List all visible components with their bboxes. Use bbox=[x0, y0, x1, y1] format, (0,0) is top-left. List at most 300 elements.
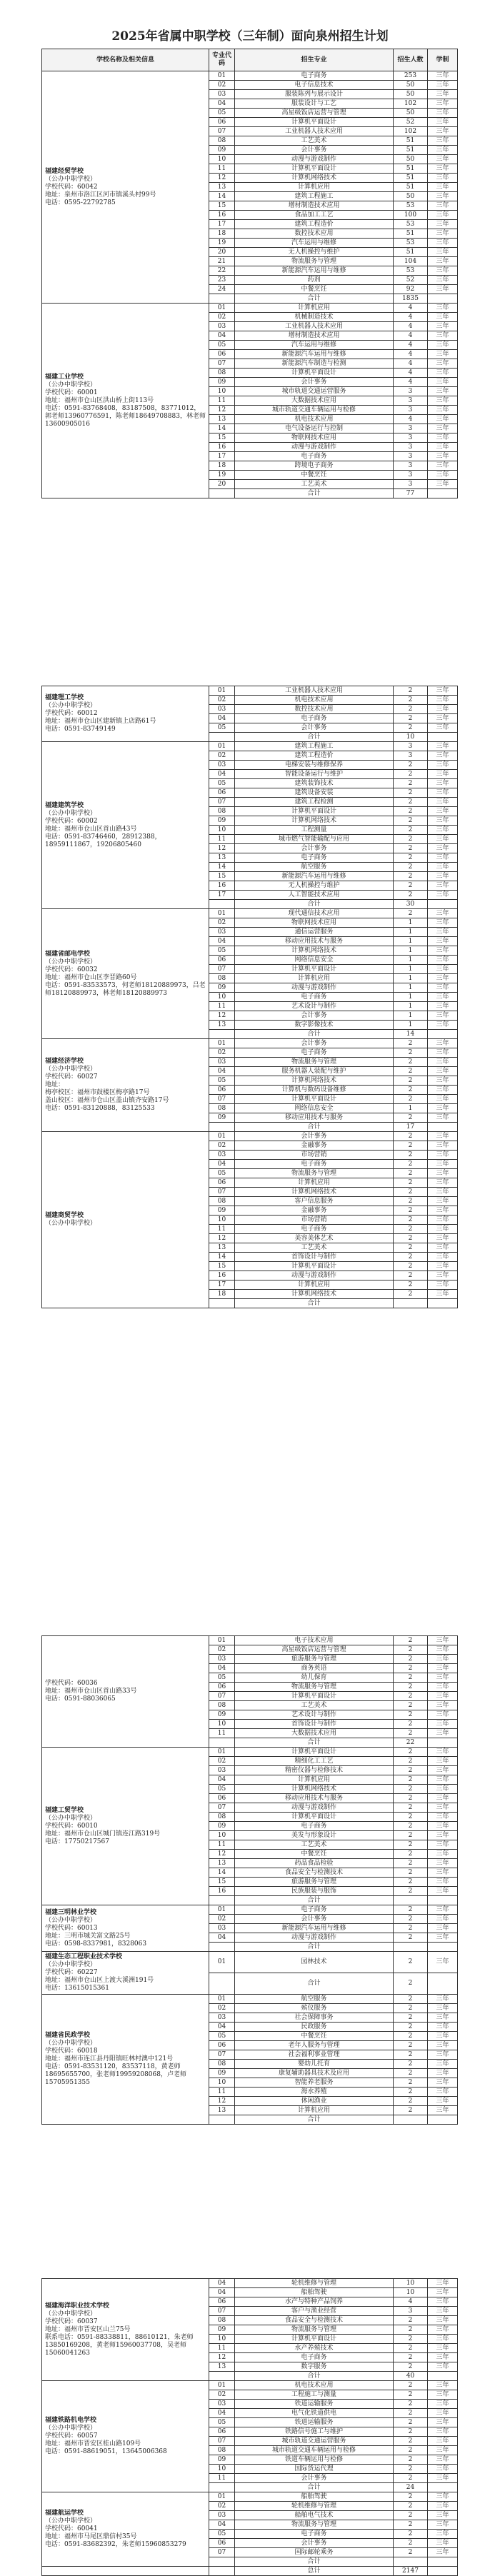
enrollment-count: 2 bbox=[394, 881, 428, 891]
program-name: 城市轨道交通车辆运用与检修 bbox=[235, 406, 394, 415]
program-name: 物流服务与管理 bbox=[235, 257, 394, 266]
duration: 三年 bbox=[428, 1850, 458, 1859]
duration: 三年 bbox=[428, 424, 458, 433]
program-name: 老年人服务与管理 bbox=[235, 2041, 394, 2050]
duration: 三年 bbox=[428, 1757, 458, 1766]
enrollment-count: 2 bbox=[394, 1178, 428, 1188]
program-name: 铁路信号施工与维护 bbox=[235, 2427, 394, 2437]
duration: 三年 bbox=[428, 1086, 458, 1095]
duration: 三年 bbox=[428, 956, 458, 965]
duration: 三年 bbox=[428, 909, 458, 918]
duration: 三年 bbox=[428, 1645, 458, 1655]
subtotal-value: 2 bbox=[394, 1973, 428, 1995]
school-info-cell bbox=[42, 2492, 209, 2567]
program-name: 物流服务与管理 bbox=[235, 1169, 394, 1178]
enrollment-count: 4 bbox=[394, 350, 428, 359]
duration: 三年 bbox=[428, 2474, 458, 2483]
table-row bbox=[42, 909, 458, 918]
program-name: 电子商务 bbox=[235, 1905, 394, 1915]
program-code: 05 bbox=[209, 1169, 235, 1178]
program-name: 动漫与游戏制作 bbox=[235, 1933, 394, 1943]
program-name: 电子商务 bbox=[235, 993, 394, 1002]
program-name: 铁道车辆运用与检修 bbox=[235, 2455, 394, 2465]
program-name: 电子商务 bbox=[235, 71, 394, 81]
program-name: 国际邮轮乘务 bbox=[235, 2548, 394, 2557]
enrollment-count: 2 bbox=[394, 1039, 428, 1048]
program-name: 新能源汽车运用与维修 bbox=[235, 350, 394, 359]
program-code: 01 bbox=[209, 1748, 235, 1757]
subtotal-code bbox=[209, 1896, 235, 1905]
program-code: 07 bbox=[209, 1095, 235, 1104]
duration: 三年 bbox=[428, 1076, 458, 1086]
program-code: 14 bbox=[209, 1868, 235, 1878]
program-name: 首饰设计与制作 bbox=[235, 1253, 394, 1262]
program-name: 金融事务 bbox=[235, 1206, 394, 1216]
enrollment-count: 2 bbox=[394, 1995, 428, 2004]
program-code: 21 bbox=[209, 257, 235, 266]
program-code: 11 bbox=[209, 2088, 235, 2097]
program-name: 动漫与游戏制作 bbox=[235, 1803, 394, 1813]
program-name: 市场营销 bbox=[235, 1216, 394, 1225]
program-name: 电子商务 bbox=[235, 452, 394, 461]
duration: 三年 bbox=[428, 1655, 458, 1664]
program-code: 03 bbox=[209, 1151, 235, 1160]
program-name: 民族服装与服饰 bbox=[235, 1887, 394, 1896]
school-name: 福建经济学校 bbox=[45, 1058, 84, 1065]
duration: 三年 bbox=[428, 1058, 458, 1067]
school-info-cell bbox=[42, 304, 209, 498]
school-info-line: （公办中职学校） bbox=[45, 958, 97, 966]
duration: 三年 bbox=[428, 946, 458, 956]
enrollment-count: 2 bbox=[394, 1701, 428, 1710]
program-name: 市场营销 bbox=[235, 1151, 394, 1160]
enrollment-count: 3 bbox=[394, 751, 428, 761]
program-name: 增材制造技术应用 bbox=[235, 331, 394, 341]
program-name: 美发与形象设计 bbox=[235, 1831, 394, 1840]
school-info-line: 电话：17750217567 bbox=[45, 1838, 109, 1845]
subtotal-code bbox=[209, 2372, 235, 2381]
enrollment-count: 2 bbox=[394, 1664, 428, 1673]
duration: 三年 bbox=[428, 1995, 458, 2004]
enrollment-count: 2 bbox=[394, 2362, 428, 2372]
school-info-line: 电话：0591-83682392，朱老师15960853279 bbox=[45, 2541, 186, 2548]
enrollment-count: 1 bbox=[394, 956, 428, 965]
school-info-line: 学校代码：60042 bbox=[45, 183, 98, 191]
duration: 三年 bbox=[428, 248, 458, 257]
duration: 三年 bbox=[428, 1729, 458, 1738]
subtotal-value: 30 bbox=[394, 900, 428, 909]
subtotal-duration bbox=[428, 733, 458, 742]
program-name: 城市轨道交通运营服务 bbox=[235, 2437, 394, 2446]
subtotal-duration bbox=[428, 1738, 458, 1748]
enrollment-count: 2 bbox=[394, 2004, 428, 2013]
subtotal-value bbox=[394, 1299, 428, 1308]
enrollment-count: 4 bbox=[394, 331, 428, 341]
program-code: 02 bbox=[209, 1645, 235, 1655]
enrollment-count: 2 bbox=[394, 686, 428, 696]
program-code: 02 bbox=[209, 2004, 235, 2013]
program-name: 物流服务与管理 bbox=[235, 2325, 394, 2335]
program-code: 08 bbox=[209, 1197, 235, 1206]
program-name: 建筑工程造价 bbox=[235, 751, 394, 761]
school-info-line: 电话：0595-22792785 bbox=[45, 199, 116, 206]
program-name: 计算机平面设计 bbox=[235, 164, 394, 174]
duration: 三年 bbox=[428, 1831, 458, 1840]
program-name: 机电技术应用 bbox=[235, 2381, 394, 2390]
school-info-cell bbox=[42, 742, 209, 909]
program-name: 电子技术应用 bbox=[235, 1636, 394, 1645]
duration: 三年 bbox=[428, 1234, 458, 1243]
program-code: 12 bbox=[209, 2353, 235, 2362]
plan-block bbox=[41, 49, 457, 498]
program-code: 01 bbox=[209, 304, 235, 313]
duration: 三年 bbox=[428, 2088, 458, 2097]
enrollment-count: 2 bbox=[394, 1831, 428, 1840]
enrollment-count: 2 bbox=[394, 891, 428, 900]
enrollment-count: 4 bbox=[394, 378, 428, 387]
school-info-line: 电话：0591-83749149 bbox=[45, 726, 116, 733]
enrollment-count: 2 bbox=[394, 2530, 428, 2539]
duration: 三年 bbox=[428, 350, 458, 359]
enrollment-count: 2 bbox=[394, 2013, 428, 2023]
duration: 三年 bbox=[428, 1169, 458, 1178]
program-name: 工程测量 bbox=[235, 826, 394, 835]
school-info-line: 电话：13615015361 bbox=[45, 1985, 109, 1992]
program-name: 金融事务 bbox=[235, 1141, 394, 1151]
program-name: 电梯安装与维修保养 bbox=[235, 761, 394, 770]
table-row bbox=[42, 304, 458, 313]
program-name: 客户与渔业经营 bbox=[235, 2307, 394, 2316]
school-info-line: （公办中职学校） bbox=[45, 1220, 97, 1227]
program-name: 中餐烹饪 bbox=[235, 285, 394, 294]
program-name: 计算机与数码设备维修 bbox=[235, 1086, 394, 1095]
program-name: 电子商务 bbox=[235, 2530, 394, 2539]
program-name: 会计事务 bbox=[235, 1039, 394, 1048]
program-code: 07 bbox=[209, 1803, 235, 1813]
program-code: 06 bbox=[209, 2041, 235, 2050]
program-code: 17 bbox=[209, 220, 235, 229]
enrollment-count: 51 bbox=[394, 183, 428, 192]
duration: 三年 bbox=[428, 164, 458, 174]
program-code: 11 bbox=[209, 1002, 235, 1011]
program-name: 药品食品检验 bbox=[235, 1859, 394, 1868]
duration: 三年 bbox=[428, 714, 458, 723]
enrollment-count: 50 bbox=[394, 155, 428, 164]
duration: 三年 bbox=[428, 751, 458, 761]
subtotal-label: 合计 bbox=[235, 1123, 394, 1132]
school-info-cell bbox=[42, 1995, 209, 2125]
program-code: 04 bbox=[209, 1067, 235, 1076]
school-info-cell bbox=[42, 2279, 209, 2381]
enrollment-count: 3 bbox=[394, 461, 428, 471]
subtotal-duration bbox=[428, 489, 458, 498]
program-name: 中餐烹饪 bbox=[235, 471, 394, 480]
enrollment-count: 2 bbox=[394, 2520, 428, 2530]
duration: 三年 bbox=[428, 387, 458, 396]
enrollment-count: 2 bbox=[394, 2088, 428, 2097]
plan-block bbox=[41, 1635, 457, 2125]
program-code: 04 bbox=[209, 1664, 235, 1673]
duration: 三年 bbox=[428, 2041, 458, 2050]
duration: 三年 bbox=[428, 983, 458, 993]
duration: 三年 bbox=[428, 2325, 458, 2335]
duration: 三年 bbox=[428, 807, 458, 816]
program-name: 无人机操控与维护 bbox=[235, 881, 394, 891]
program-code: 01 bbox=[209, 1636, 235, 1645]
program-name: 数字影像技术 bbox=[235, 1021, 394, 1030]
duration: 三年 bbox=[428, 1748, 458, 1757]
duration: 三年 bbox=[428, 452, 458, 461]
program-code: 02 bbox=[209, 2390, 235, 2400]
duration: 三年 bbox=[428, 378, 458, 387]
enrollment-count: 3 bbox=[394, 424, 428, 433]
program-name: 移动应用技术与服务 bbox=[235, 937, 394, 946]
enrollment-count: 2 bbox=[394, 770, 428, 779]
duration: 三年 bbox=[428, 266, 458, 276]
enrollment-count: 2 bbox=[394, 1850, 428, 1859]
duration: 三年 bbox=[428, 965, 458, 974]
program-name: 计算机平面设计 bbox=[235, 807, 394, 816]
program-code: 04 bbox=[209, 2409, 235, 2418]
school-info-line: 学校代码：60036 bbox=[45, 1680, 98, 1687]
duration: 三年 bbox=[428, 2004, 458, 2013]
program-code: 06 bbox=[209, 2427, 235, 2437]
program-name: 建筑装饰技术 bbox=[235, 779, 394, 788]
program-code: 06 bbox=[209, 1794, 235, 1803]
duration: 三年 bbox=[428, 742, 458, 751]
subtotal-value: 24 bbox=[394, 2483, 428, 2492]
program-code: 11 bbox=[209, 1225, 235, 1234]
enrollment-count: 2 bbox=[394, 1169, 428, 1178]
school-info-cell bbox=[42, 1905, 209, 1952]
subtotal-value: 40 bbox=[394, 2372, 428, 2381]
duration: 三年 bbox=[428, 2530, 458, 2539]
program-name: 旅游服务与管理 bbox=[235, 1878, 394, 1887]
program-code: 02 bbox=[209, 696, 235, 705]
program-code: 18 bbox=[209, 229, 235, 239]
duration: 三年 bbox=[428, 1290, 458, 1299]
school-name: 福建生态工程职业技术学校 bbox=[45, 1953, 123, 1960]
program-code: 04 bbox=[209, 714, 235, 723]
enrollment-count: 2 bbox=[394, 1645, 428, 1655]
program-code: 09 bbox=[209, 1710, 235, 1720]
enrollment-count: 2 bbox=[394, 2465, 428, 2474]
duration: 三年 bbox=[428, 1692, 458, 1701]
program-name: 船舶驾驶 bbox=[235, 2492, 394, 2502]
enrollment-count: 52 bbox=[394, 276, 428, 285]
program-code: 13 bbox=[209, 1021, 235, 1030]
program-code: 08 bbox=[209, 2446, 235, 2455]
program-code: 03 bbox=[209, 1655, 235, 1664]
school-name: 福建海洋职业技术学校 bbox=[45, 2302, 110, 2310]
school-info-line: （公办中职学校） bbox=[45, 2040, 97, 2047]
enrollment-count: 2 bbox=[394, 816, 428, 826]
school-info-line: 联系电话：0591-88338811，88610121，朱老师13850169208，黄老师15960037708，吴老师15060041263 bbox=[45, 2333, 194, 2357]
duration: 三年 bbox=[428, 1011, 458, 1021]
subtotal-duration bbox=[428, 1896, 458, 1905]
table-row bbox=[42, 1039, 458, 1048]
program-name: 服务机器人装配与维护 bbox=[235, 1067, 394, 1076]
duration: 三年 bbox=[428, 2032, 458, 2041]
duration: 三年 bbox=[428, 313, 458, 322]
school-name: 福建工业学校 bbox=[45, 373, 84, 381]
program-code: 14 bbox=[209, 863, 235, 872]
duration: 三年 bbox=[428, 2418, 458, 2427]
duration: 三年 bbox=[428, 1141, 458, 1151]
program-name: 高星级饭店运营与管理 bbox=[235, 109, 394, 118]
program-code: 02 bbox=[209, 313, 235, 322]
duration: 三年 bbox=[428, 844, 458, 853]
enrollment-count: 2 bbox=[394, 1636, 428, 1645]
school-info-line: 学校代码：60002 bbox=[45, 817, 98, 825]
duration: 三年 bbox=[428, 705, 458, 714]
duration: 三年 bbox=[428, 723, 458, 733]
program-name: 通信运营服务 bbox=[235, 928, 394, 937]
enrollment-count: 1 bbox=[394, 983, 428, 993]
enrollment-count: 2 bbox=[394, 2474, 428, 2483]
school-info-line: 学校代码：60001 bbox=[45, 389, 98, 396]
program-name: 工业机器人技术应用 bbox=[235, 322, 394, 331]
duration: 三年 bbox=[428, 2050, 458, 2060]
school-info-line: 地址：泉州市洛江区河市镇溪头村99号 bbox=[45, 191, 156, 199]
program-code: 03 bbox=[209, 2400, 235, 2409]
program-code: 12 bbox=[209, 1011, 235, 1021]
enrollment-count: 2 bbox=[394, 1113, 428, 1123]
program-code: 16 bbox=[209, 211, 235, 220]
enrollment-count: 2 bbox=[394, 2097, 428, 2106]
duration: 三年 bbox=[428, 99, 458, 109]
program-code: 01 bbox=[209, 742, 235, 751]
enrollment-count: 2 bbox=[394, 863, 428, 872]
enrollment-count: 50 bbox=[394, 90, 428, 99]
duration: 三年 bbox=[428, 174, 458, 183]
subtotal-label: 合计 bbox=[235, 489, 394, 498]
enrollment-count: 1 bbox=[394, 1104, 428, 1113]
duration: 三年 bbox=[428, 1915, 458, 1924]
enrollment-count: 2 bbox=[394, 1840, 428, 1850]
duration: 三年 bbox=[428, 1021, 458, 1030]
enrollment-count: 2 bbox=[394, 1188, 428, 1197]
program-name: 客户信息服务 bbox=[235, 1197, 394, 1206]
duration: 三年 bbox=[428, 220, 458, 229]
header-row bbox=[42, 49, 458, 71]
program-name: 民政服务 bbox=[235, 2023, 394, 2032]
enrollment-count: 1 bbox=[394, 946, 428, 956]
enrollment-count: 52 bbox=[394, 118, 428, 127]
subtotal-duration bbox=[428, 2372, 458, 2381]
subtotal-value bbox=[394, 2115, 428, 2125]
program-name: 数控技术应用 bbox=[235, 705, 394, 714]
program-name: 殡仪服务 bbox=[235, 2004, 394, 2013]
program-name: 计算机平面设计 bbox=[235, 1692, 394, 1701]
enrollment-count: 1 bbox=[394, 918, 428, 928]
program-code: 16 bbox=[209, 881, 235, 891]
program-name: 电子商务 bbox=[235, 1160, 394, 1169]
plan-table bbox=[41, 686, 458, 1308]
duration: 三年 bbox=[428, 71, 458, 81]
table-row bbox=[42, 1905, 458, 1915]
program-name: 会计事务 bbox=[235, 1132, 394, 1141]
table-row bbox=[42, 1995, 458, 2004]
program-code: 06 bbox=[209, 956, 235, 965]
program-name: 新能源汽车运用与维修 bbox=[235, 266, 394, 276]
subtotal-value: 1835 bbox=[394, 294, 428, 304]
program-code: 07 bbox=[209, 359, 235, 369]
enrollment-count: 2 bbox=[394, 2325, 428, 2335]
duration: 三年 bbox=[428, 2106, 458, 2115]
enrollment-count: 2 bbox=[394, 2427, 428, 2437]
enrollment-count: 2 bbox=[394, 826, 428, 835]
enrollment-count: 2 bbox=[394, 1655, 428, 1664]
school-name: 福建三明林业学校 bbox=[45, 1908, 97, 1916]
duration: 三年 bbox=[428, 118, 458, 127]
program-code: 04 bbox=[209, 770, 235, 779]
school-info-line: 地址：三明市城关富文路25号 bbox=[45, 1932, 131, 1940]
enrollment-count: 2 bbox=[394, 705, 428, 714]
program-code: 11 bbox=[209, 164, 235, 174]
program-code: 15 bbox=[209, 433, 235, 443]
duration: 三年 bbox=[428, 1243, 458, 1253]
program-code: 11 bbox=[209, 2344, 235, 2353]
duration: 三年 bbox=[428, 993, 458, 1002]
duration: 三年 bbox=[428, 1262, 458, 1271]
school-info-line: （公办中职学校） bbox=[45, 1814, 97, 1822]
enrollment-count: 4 bbox=[394, 341, 428, 350]
program-code: 01 bbox=[209, 2381, 235, 2390]
duration: 三年 bbox=[428, 1933, 458, 1943]
program-name: 建筑工程施工 bbox=[235, 192, 394, 201]
enrollment-count: 53 bbox=[394, 266, 428, 276]
duration: 三年 bbox=[428, 1039, 458, 1048]
enrollment-count: 2 bbox=[394, 714, 428, 723]
enrollment-count: 2 bbox=[394, 1748, 428, 1757]
program-code: 01 bbox=[209, 686, 235, 696]
enrollment-count: 10 bbox=[394, 2288, 428, 2297]
duration: 三年 bbox=[428, 1636, 458, 1645]
program-code: 04 bbox=[209, 1160, 235, 1169]
program-code: 12 bbox=[209, 406, 235, 415]
enrollment-count: 2 bbox=[394, 1859, 428, 1868]
duration: 三年 bbox=[428, 1766, 458, 1775]
duration: 三年 bbox=[428, 2288, 458, 2297]
duration: 三年 bbox=[428, 918, 458, 928]
program-code: 08 bbox=[209, 1813, 235, 1822]
subtotal-code bbox=[209, 2557, 235, 2567]
enrollment-count: 2 bbox=[394, 1243, 428, 1253]
enrollment-count: 1 bbox=[394, 1021, 428, 1030]
subtotal-value: 77 bbox=[394, 489, 428, 498]
program-code: 08 bbox=[209, 807, 235, 816]
subtotal-label: 合计 bbox=[235, 294, 394, 304]
table-row bbox=[42, 1636, 458, 1645]
enrollment-count: 50 bbox=[394, 81, 428, 90]
program-name: 电子商务 bbox=[235, 1822, 394, 1831]
program-code: 04 bbox=[209, 99, 235, 109]
school-info-line: 地址：福州市连江县丹阳镇旺林村澳中121号 bbox=[45, 2055, 174, 2063]
enrollment-count: 2 bbox=[394, 2539, 428, 2548]
subtotal-code bbox=[209, 2115, 235, 2125]
subtotal-duration bbox=[428, 2483, 458, 2492]
school-name: 福建建筑学校 bbox=[45, 801, 84, 809]
enrollment-count: 2 bbox=[394, 761, 428, 770]
enrollment-count: 2 bbox=[394, 1225, 428, 1234]
duration: 三年 bbox=[428, 1952, 458, 1973]
enrollment-count: 51 bbox=[394, 174, 428, 183]
program-name: 增材制造技术应用 bbox=[235, 201, 394, 211]
school-info-cell bbox=[42, 1952, 209, 1995]
program-code: 02 bbox=[209, 1048, 235, 1058]
enrollment-count: 2 bbox=[394, 2409, 428, 2418]
